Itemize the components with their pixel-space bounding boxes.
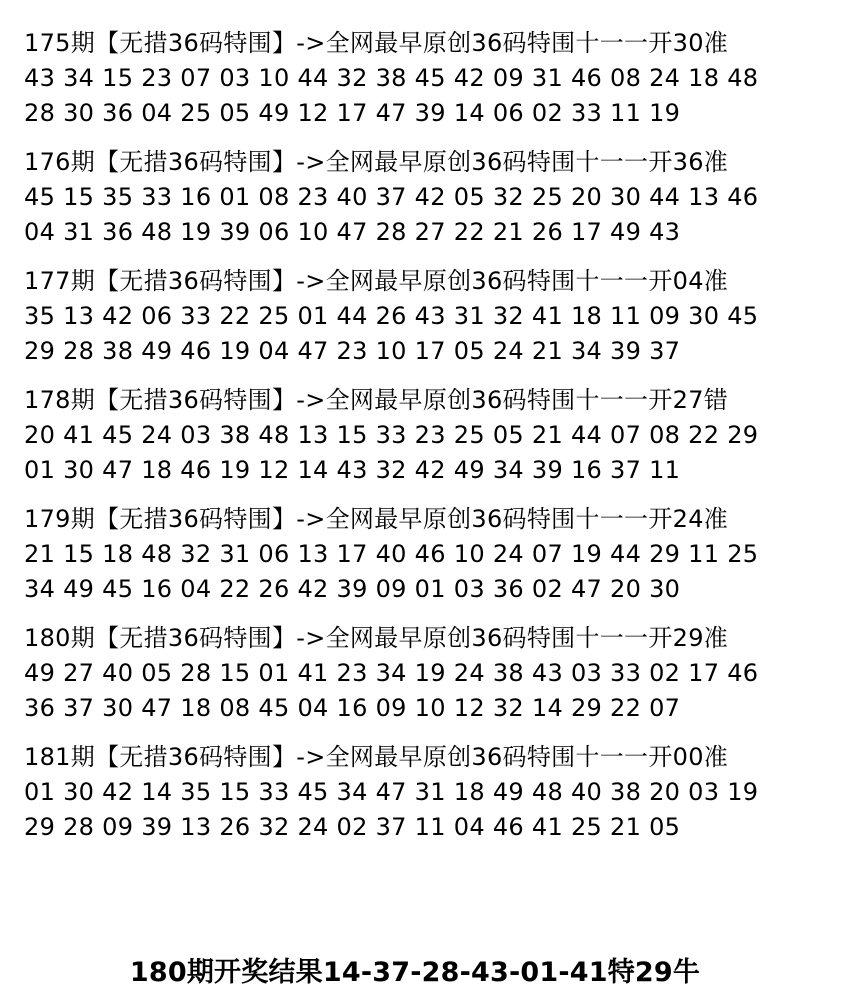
entry-180 <box>24 621 844 726</box>
entry-numbers-line-2: 04 31 36 48 19 39 06 10 47 28 27 22 21 26 17 49 43 <box>24 218 681 246</box>
entry-numbers-line-2: 01 30 47 18 46 19 12 14 43 32 42 49 34 39 16 37 11 <box>24 456 681 484</box>
entry-numbers-line-1: 45 15 35 33 16 01 08 23 40 37 42 05 32 25 20 30 44 13 46 <box>24 183 759 211</box>
entry-179 <box>24 502 844 607</box>
entry-header: 175期【无措36码特围】->全网最早原创36码特围十一一开30准 <box>24 29 729 57</box>
entry-176 <box>24 145 844 250</box>
prediction-list <box>24 26 844 859</box>
entry-178 <box>24 383 844 488</box>
entry-header: 177期【无措36码特围】->全网最早原创36码特围十一一开04准 <box>24 267 729 295</box>
entry-numbers-line-2: 29 28 38 49 46 19 04 47 23 10 17 05 24 21 34 39 37 <box>24 337 681 365</box>
entry-header: 179期【无措36码特围】->全网最早原创36码特围十一一开24准 <box>24 505 729 533</box>
entry-numbers-line-1: 20 41 45 24 03 38 48 13 15 33 23 25 05 21 44 07 08 22 29 <box>24 421 759 449</box>
entry-177 <box>24 264 844 369</box>
entry-175 <box>24 26 844 131</box>
entry-numbers-line-1: 49 27 40 05 28 15 01 41 23 34 19 24 38 43 03 33 02 17 46 <box>24 659 759 687</box>
entry-numbers-line-1: 21 15 18 48 32 31 06 13 17 40 46 10 24 07 19 44 29 11 25 <box>24 540 759 568</box>
entry-181 <box>24 740 844 845</box>
entry-header: 178期【无措36码特围】->全网最早原创36码特围十一一开27错 <box>24 386 729 414</box>
entry-numbers-line-1: 43 34 15 23 07 03 10 44 32 38 45 42 09 31 46 08 24 18 48 <box>24 64 759 92</box>
entry-header: 176期【无措36码特围】->全网最早原创36码特围十一一开36准 <box>24 148 729 176</box>
entry-numbers-line-2: 29 28 09 39 13 26 32 24 02 37 11 04 46 41 25 21 05 <box>24 813 681 841</box>
entry-numbers-line-1: 01 30 42 14 35 15 33 45 34 47 31 18 49 48 40 38 20 03 19 <box>24 778 759 806</box>
entry-header: 180期【无措36码特围】->全网最早原创36码特围十一一开29准 <box>24 624 729 652</box>
entry-numbers-line-2: 28 30 36 04 25 05 49 12 17 47 39 14 06 02 33 11 19 <box>24 99 681 127</box>
draw-result-banner: 180期开奖结果14-37-28-43-01-41特29牛 <box>129 957 701 988</box>
entry-numbers-line-2: 36 37 30 47 18 08 45 04 16 09 10 12 32 14 29 22 07 <box>24 694 681 722</box>
entry-numbers-line-1: 35 13 42 06 33 22 25 01 44 26 43 31 32 41 18 11 09 30 45 <box>24 302 759 330</box>
entry-header: 181期【无措36码特围】->全网最早原创36码特围十一一开00准 <box>24 743 729 771</box>
entry-numbers-line-2: 34 49 45 16 04 22 26 42 39 09 01 03 36 02 47 20 30 <box>24 575 681 603</box>
